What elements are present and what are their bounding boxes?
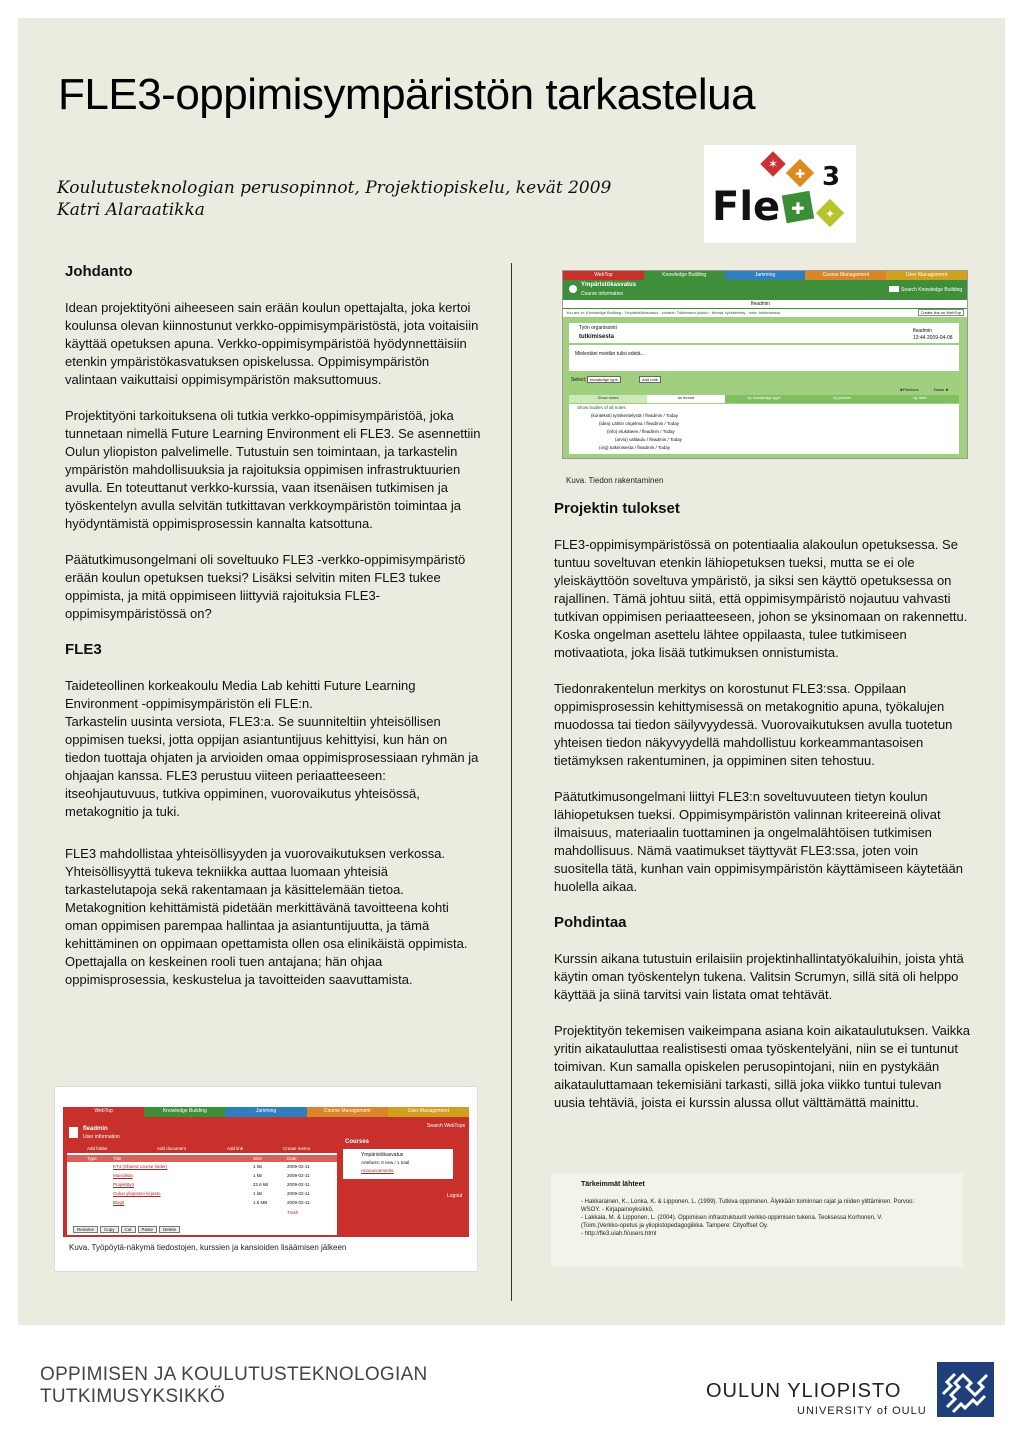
- subtitle-course: Koulutusteknologian perusopinnot, Projektiopiskelu, kevät 2009: [57, 178, 612, 198]
- kb-view-tabs: [569, 395, 959, 403]
- col-title: Title: [113, 1156, 122, 1161]
- research-unit-line2: TUTKIMUSYKSIKKÖ: [40, 1386, 226, 1407]
- reference-line: WSOY. - Kirjapainoyksikkö.: [581, 1207, 654, 1213]
- course-card[interactable]: [343, 1149, 453, 1179]
- course-name[interactable]: Ympäristökasvatus: [361, 1152, 404, 1158]
- tab-jamming[interactable]: Jamming: [225, 1107, 306, 1117]
- fle3-paragraph-1a: Taideteollinen korkeakoulu Media Lab kehitti Future Learning Environment -oppimisympäristön eli FLE:n.: [65, 678, 416, 711]
- table-row[interactable]: Blogit 1.5 MB 2009-02-11: [113, 1200, 310, 1205]
- tab-webtop[interactable]: WebTop: [63, 1107, 144, 1117]
- user-avatar: [69, 1127, 78, 1138]
- svg-text:✶: ✶: [767, 157, 779, 171]
- previous-link[interactable]: ◄Previous: [899, 387, 919, 392]
- tab-course-management[interactable]: Course Management: [307, 1107, 388, 1117]
- file-table-header: [67, 1155, 337, 1162]
- research-unit-name: [40, 1364, 428, 1408]
- university-logo-icon: [937, 1362, 994, 1417]
- logout-link[interactable]: Logout: [447, 1193, 463, 1199]
- paste-button[interactable]: Paste: [138, 1226, 158, 1233]
- add-note-button[interactable]: Add note: [639, 376, 661, 383]
- fle3-logo-graphic: [704, 145, 856, 243]
- note-body-text: Mielestäni meidän tulisi edetä...: [575, 351, 645, 357]
- copy-button[interactable]: Copy: [100, 1226, 119, 1233]
- course-icon: [569, 285, 577, 293]
- kb-tab-bar: [563, 271, 967, 280]
- tab-user-management[interactable]: User Management: [886, 271, 967, 280]
- heading-projektin-tulokset: Projektin tulokset: [554, 500, 680, 517]
- knowledge-type-select[interactable]: knowledge type: [587, 376, 621, 383]
- svg-text:✦: ✦: [824, 207, 836, 221]
- tab-jamming[interactable]: Jamming: [725, 271, 806, 280]
- tab-knowledge-building[interactable]: Knowledge Building: [144, 1107, 225, 1117]
- rename-button[interactable]: Rename: [73, 1226, 98, 1233]
- tab-knowledge-building[interactable]: Knowledge Building: [644, 271, 725, 280]
- tree-item[interactable]: (info) etukäteen / fleadmin / Today: [607, 429, 675, 434]
- tab-webtop[interactable]: WebTop: [563, 271, 644, 280]
- table-row[interactable]: Projektityö 22.6 kB 2009-02-11: [113, 1182, 310, 1187]
- delete-button[interactable]: Delete: [159, 1226, 180, 1233]
- course-announcements[interactable]: Announcements: [361, 1168, 394, 1173]
- kb-main: [563, 317, 967, 458]
- table-row[interactable]: Muistilista 1 kB 2009-02-11: [113, 1173, 310, 1178]
- note-time: 13:44 2009-04-08: [913, 335, 953, 341]
- kb-header-title: Ympäristökasvatus: [581, 282, 637, 288]
- reference-line: (Toim.)Verkko-opetus ja yliopistopedagogiikka. Tampere: Cityoffset Oy.: [581, 1223, 769, 1229]
- tree-item[interactable]: (org) tutkimisesta / fleadmin / Today: [599, 445, 670, 450]
- add-document-button[interactable]: Add document: [157, 1146, 187, 1151]
- tree-item[interactable]: (arvio) välitaulu / fleadmin / Today: [615, 437, 682, 442]
- search-icon[interactable]: [889, 286, 899, 292]
- view-tab-show-notes[interactable]: Show notes: [569, 395, 647, 403]
- kb-note-body: [569, 345, 959, 371]
- select-label: Select:: [571, 377, 587, 383]
- show-bodies-link[interactable]: Show bodies of all notes: [577, 405, 626, 410]
- view-tab-thread[interactable]: as thread: [647, 395, 725, 403]
- subtitle-author: Katri Alaraatikka: [57, 200, 205, 220]
- file-toolbar: [67, 1145, 337, 1153]
- references-box: [551, 1173, 963, 1267]
- heading-pohdintaa: Pohdintaa: [554, 914, 627, 931]
- file-panel: [67, 1145, 337, 1235]
- knowledge-building-screenshot: [562, 270, 968, 459]
- poster-subtitle: [57, 177, 611, 221]
- fle3-paragraph-2: FLE3 mahdollistaa yhteisöllisyyden ja vuorovaikutuksen verkossa. Yhteisöllisyyttä tukeva tekniikka auttaa luomaan yhteisiä tarkastelutapoja sekä rakentamaan ja käsittelemään tietoa. Metakognition kehittämistä pidetään merkittävänä tavoitteena kohti oman oppimisen parempaa hallintaa ja asiantuntijuutta, ja tämä kehittäminen on oppimaan opettamista ollen osa elinikäistä oppimista. Opettajalla on keskeinen rooli tuen antajana; hän ohjaa oppimisprosessia, keskustelua ja tavoitteiden saavuttamista.: [65, 846, 468, 987]
- col-type: Type: [87, 1156, 97, 1161]
- kb-header: [563, 280, 967, 300]
- create-memo-button[interactable]: Create memo: [283, 1146, 311, 1151]
- webtop-main: [63, 1117, 469, 1237]
- svg-text:✚: ✚: [794, 167, 806, 181]
- left-column: [65, 263, 483, 1007]
- create-link-button[interactable]: Create link on WebTop: [918, 309, 964, 316]
- column-divider: [511, 263, 512, 1301]
- discussion-paragraph-2: Projektityön tekemisen vaikeimpana asiana koin aikataulutuksen. Vaikka yritin aikatauluttaa realistisesti omaa työskentelyäni, niin se ei tuntunut toimivan. Kun samalla opiskelen perusopintojani, niin en pystykään aikatauluttamaan tekemisiäni tarkasti, sillä joka viikko tuntui tulevan uusia tehtäviä, joista ei kurssin alussa ollut välttämättä mainittu.: [554, 1023, 970, 1110]
- university-name: OULUN YLIOPISTO: [706, 1380, 902, 1402]
- results-paragraph-1: FLE3-oppimisympäristössä on potentiaalia alakoulun opetuksessa. Se tuntuu soveltuvan etenkin lähiopetuksen tueksi, mutta se ei ole yleiskäyttöön soveltuva ympäristö, ja siksi sen käyttö opetuksessa on rajallinen. Tämä johtuu siitä, että oppimisympäristö nojautuu vahvasti tutkivan oppimisen periaatteeseen, johon se yksinomaan on rakennettu. Koska ongelman asettelu lähtee oppilaasta, tulee tutkimiseen motivaatiota, joka lisää tutkimuksen onnistumista.: [554, 537, 968, 660]
- svg-text:✚: ✚: [791, 199, 805, 218]
- research-unit-line1: OPPIMISEN JA KOULUTUSTEKNOLOGIAN: [40, 1364, 428, 1385]
- webtop-screenshot: [54, 1086, 478, 1272]
- org-label: Työn organisointi: [579, 325, 617, 331]
- tab-user-management[interactable]: User Management: [388, 1107, 469, 1117]
- courses-title: Courses: [345, 1139, 370, 1145]
- fle3-logo: [704, 145, 856, 243]
- kb-thread-tree: [569, 404, 959, 454]
- intro-paragraph-1: Idean projektityöni aiheeseen sain erään koulun opettajalta, joka kertoi koulunsa olevan kiinnostunut verkko-oppimisympäristöstä, jota voitaisiin käyttää opetuksen apuna. Verkko-oppimisympäristöä hyödynnettäisiin etenkin ympäristökasvatuksen opiskelussa. Oppimisympäristön valintaan vaikuttaisi oppimisympäristön maksuttomuus.: [65, 300, 479, 387]
- webtop-search-link[interactable]: Search WebTops: [427, 1123, 465, 1129]
- tree-item[interactable]: (idea) Lähtin ongelma / fleadmin / Today: [599, 421, 679, 426]
- down-link[interactable]: Down ►: [934, 387, 950, 392]
- view-tab-person[interactable]: by person: [803, 395, 881, 403]
- kb-header-sub: Course information: [581, 291, 624, 297]
- col-size: Size: [253, 1156, 262, 1161]
- intro-paragraph-3: Päätutkimusongelmani oli soveltuuko FLE3 -verkko-oppimisympäristö erään koulun opetuksen tueksi? Lisäksi selvitin miten FLE3 tukee oppimista, ja mitä oppimiseen liittyviä rajoituksia FLE3-oppimisympäristössä on?: [65, 552, 466, 621]
- reference-line: - Lakkala, M. & Lipponen, L. (2004). Oppimisen infrastruktuurit verkko-oppimisen tukena. Teoksessa Korhonen, V.: [581, 1215, 883, 1221]
- university-name-english: UNIVERSITY of OULU: [797, 1405, 927, 1417]
- tab-course-management[interactable]: Course Management: [805, 271, 886, 280]
- kb-search-link[interactable]: Search Knowledge Building: [901, 287, 963, 293]
- reference-line: - http://fle3.uiah.fi/users.html: [581, 1231, 657, 1237]
- svg-text:Fle: Fle: [712, 184, 781, 230]
- table-row[interactable]: KT4 (Shared course folder) 1 kB 2009-02-11: [113, 1164, 310, 1169]
- kb-note-header: [569, 323, 959, 343]
- intro-paragraph-2: Projektityöni tarkoituksena oli tutkia verkko-oppimisympäristöä, joka tunnetaan nimellä Future Learning Environment eli FLE3. Se asennettiin Oulun yliopiston palvelimelle. Tutustuin sen toimintaan, ja tarkastelin ympäristön mahdollisuuksia ja rajoituksia oppimisen infrastruktuurien avulla. En toteuttanut verkko-kurssia, vaan itsenäisen tutkimisen ja työskentelyn avulla selvitän tutkittavan verkkoympäristön toimintaa ja hyödyntämistä oppimisprosessin kannalta katsottuna.: [65, 408, 481, 531]
- reference-line: - Hakkarainen, K., Lonka, K. & Lipponen, L. (1999). Tutkiva oppiminen. Älykkään toiminnan rajat ja niiden ylittäminen. Porvoo:: [581, 1199, 915, 1205]
- results-paragraph-3: Päätutkimusongelmani liittyi FLE3:n soveltuvuuteen tietyn koulun lähiopetuksen tueksi. Oppimisympäristön valinnan kriteereinä olivat ilmaisuus, materiaalin tuottaminen ja ongelmalähtöisen tutkimisen mahdollisuus. Nämä vaatimukset täyttyvät FLE3:ssa, joten voin suositella tätä, kunhan vain oppimisympäristön käyttämiseen käytetään huolella aikaa.: [554, 789, 963, 894]
- webtop-tab-bar: [63, 1107, 469, 1117]
- right-column: [554, 500, 970, 1130]
- discussion-paragraph-1: Kurssin aikana tutustuin erilaisiin projektinhallintatyökaluihin, joista yhtä käytin oman työskentelyn tukena. Valitsin Scrumyn, sillä sitä oli helppo käyttää ja siinä tarvitsi vain listata omat tehtävät.: [554, 951, 964, 1002]
- svg-text:3: 3: [822, 162, 841, 192]
- tree-item[interactable]: (konteksti) työskentelystä / fleadmin / Today: [591, 413, 678, 418]
- webtop-user: fleadmin: [83, 1126, 108, 1132]
- note-user: fleadmin: [913, 328, 932, 334]
- cut-button[interactable]: Cut: [121, 1226, 136, 1233]
- file-action-buttons: [73, 1226, 180, 1233]
- kb-breadcrumb[interactable]: You are in: Knowledge Building : Ympäristökasvatus : context: Tutkimisen joukko : thread: työskentely : note: tutkimisesta: [566, 310, 780, 315]
- note-title: tutkimisesta: [579, 334, 615, 340]
- webtop-user-sub: User information: [83, 1134, 120, 1140]
- kb-select-row: [569, 375, 959, 385]
- kb-nav-row: [569, 387, 959, 393]
- view-tab-date[interactable]: by date: [881, 395, 959, 403]
- add-link-button[interactable]: Add link: [227, 1146, 244, 1151]
- screenshot1-caption: Kuva. Tiedon rakentaminen: [566, 476, 664, 485]
- view-tab-knowledge-type[interactable]: by knowledge type: [725, 395, 803, 403]
- poster-title: FLE3-oppimisympäristön tarkastelua: [58, 70, 756, 119]
- trash-link[interactable]: Trash: [287, 1210, 299, 1215]
- kb-user-bar: [563, 300, 967, 309]
- fle3-paragraph-1b: Tarkastelin uusinta versiota, FLE3:a. Se suunniteltiin yhteisöllisen oppimisen tueksi, jotta oppijan asiantuntijuus kehittyisi, kun hän on tiedon tuottaja ohjaten ja arvioiden omaa oppimisprosessiaan ryhmän ja ohjaajan kanssa. FLE3 perustuu viiteen periaatteeseen: itseohjautuvuus, tutkiva oppiminen, vuorovaikutus yhteisössä, metakognitio ja tuki.: [65, 714, 479, 819]
- heading-fle3: FLE3: [65, 641, 102, 658]
- file-table-body: [67, 1162, 337, 1215]
- kb-breadcrumb-bar: [563, 309, 967, 317]
- table-row[interactable]: Oulun yliopiston kirjasto 1 kB 2009-02-11: [113, 1191, 310, 1196]
- kb-user: fleadmin: [751, 301, 770, 307]
- add-folder-button[interactable]: Add folder: [87, 1146, 108, 1151]
- col-date: Date: [287, 1156, 297, 1161]
- results-paragraph-2: Tiedonrakentelun merkitys on korostunut FLE3:ssa. Oppilaan oppimisprosessin kehittymisessä on metakognitio apuna, työkalujen muodossa tai tiedon säilyvyydessä. Vuorovaikutuksen avulla tuotetun yhteisen tiedon näkyvyydellä mahdollistuu korkeammantasoisen tietämyksen rakentuminen, ja oppiminen siten tehostuu.: [554, 681, 953, 768]
- screenshot2-caption: Kuva. Työpöytä-näkymä tiedostojen, kurssien ja kansioiden lisäämisen jälkeen: [69, 1243, 347, 1252]
- heading-johdanto: Johdanto: [65, 263, 133, 280]
- course-artefacts[interactable]: Artefacts: 0 new / 1 total: [361, 1160, 410, 1165]
- references-title: Tärkeimmät lähteet: [581, 1181, 645, 1188]
